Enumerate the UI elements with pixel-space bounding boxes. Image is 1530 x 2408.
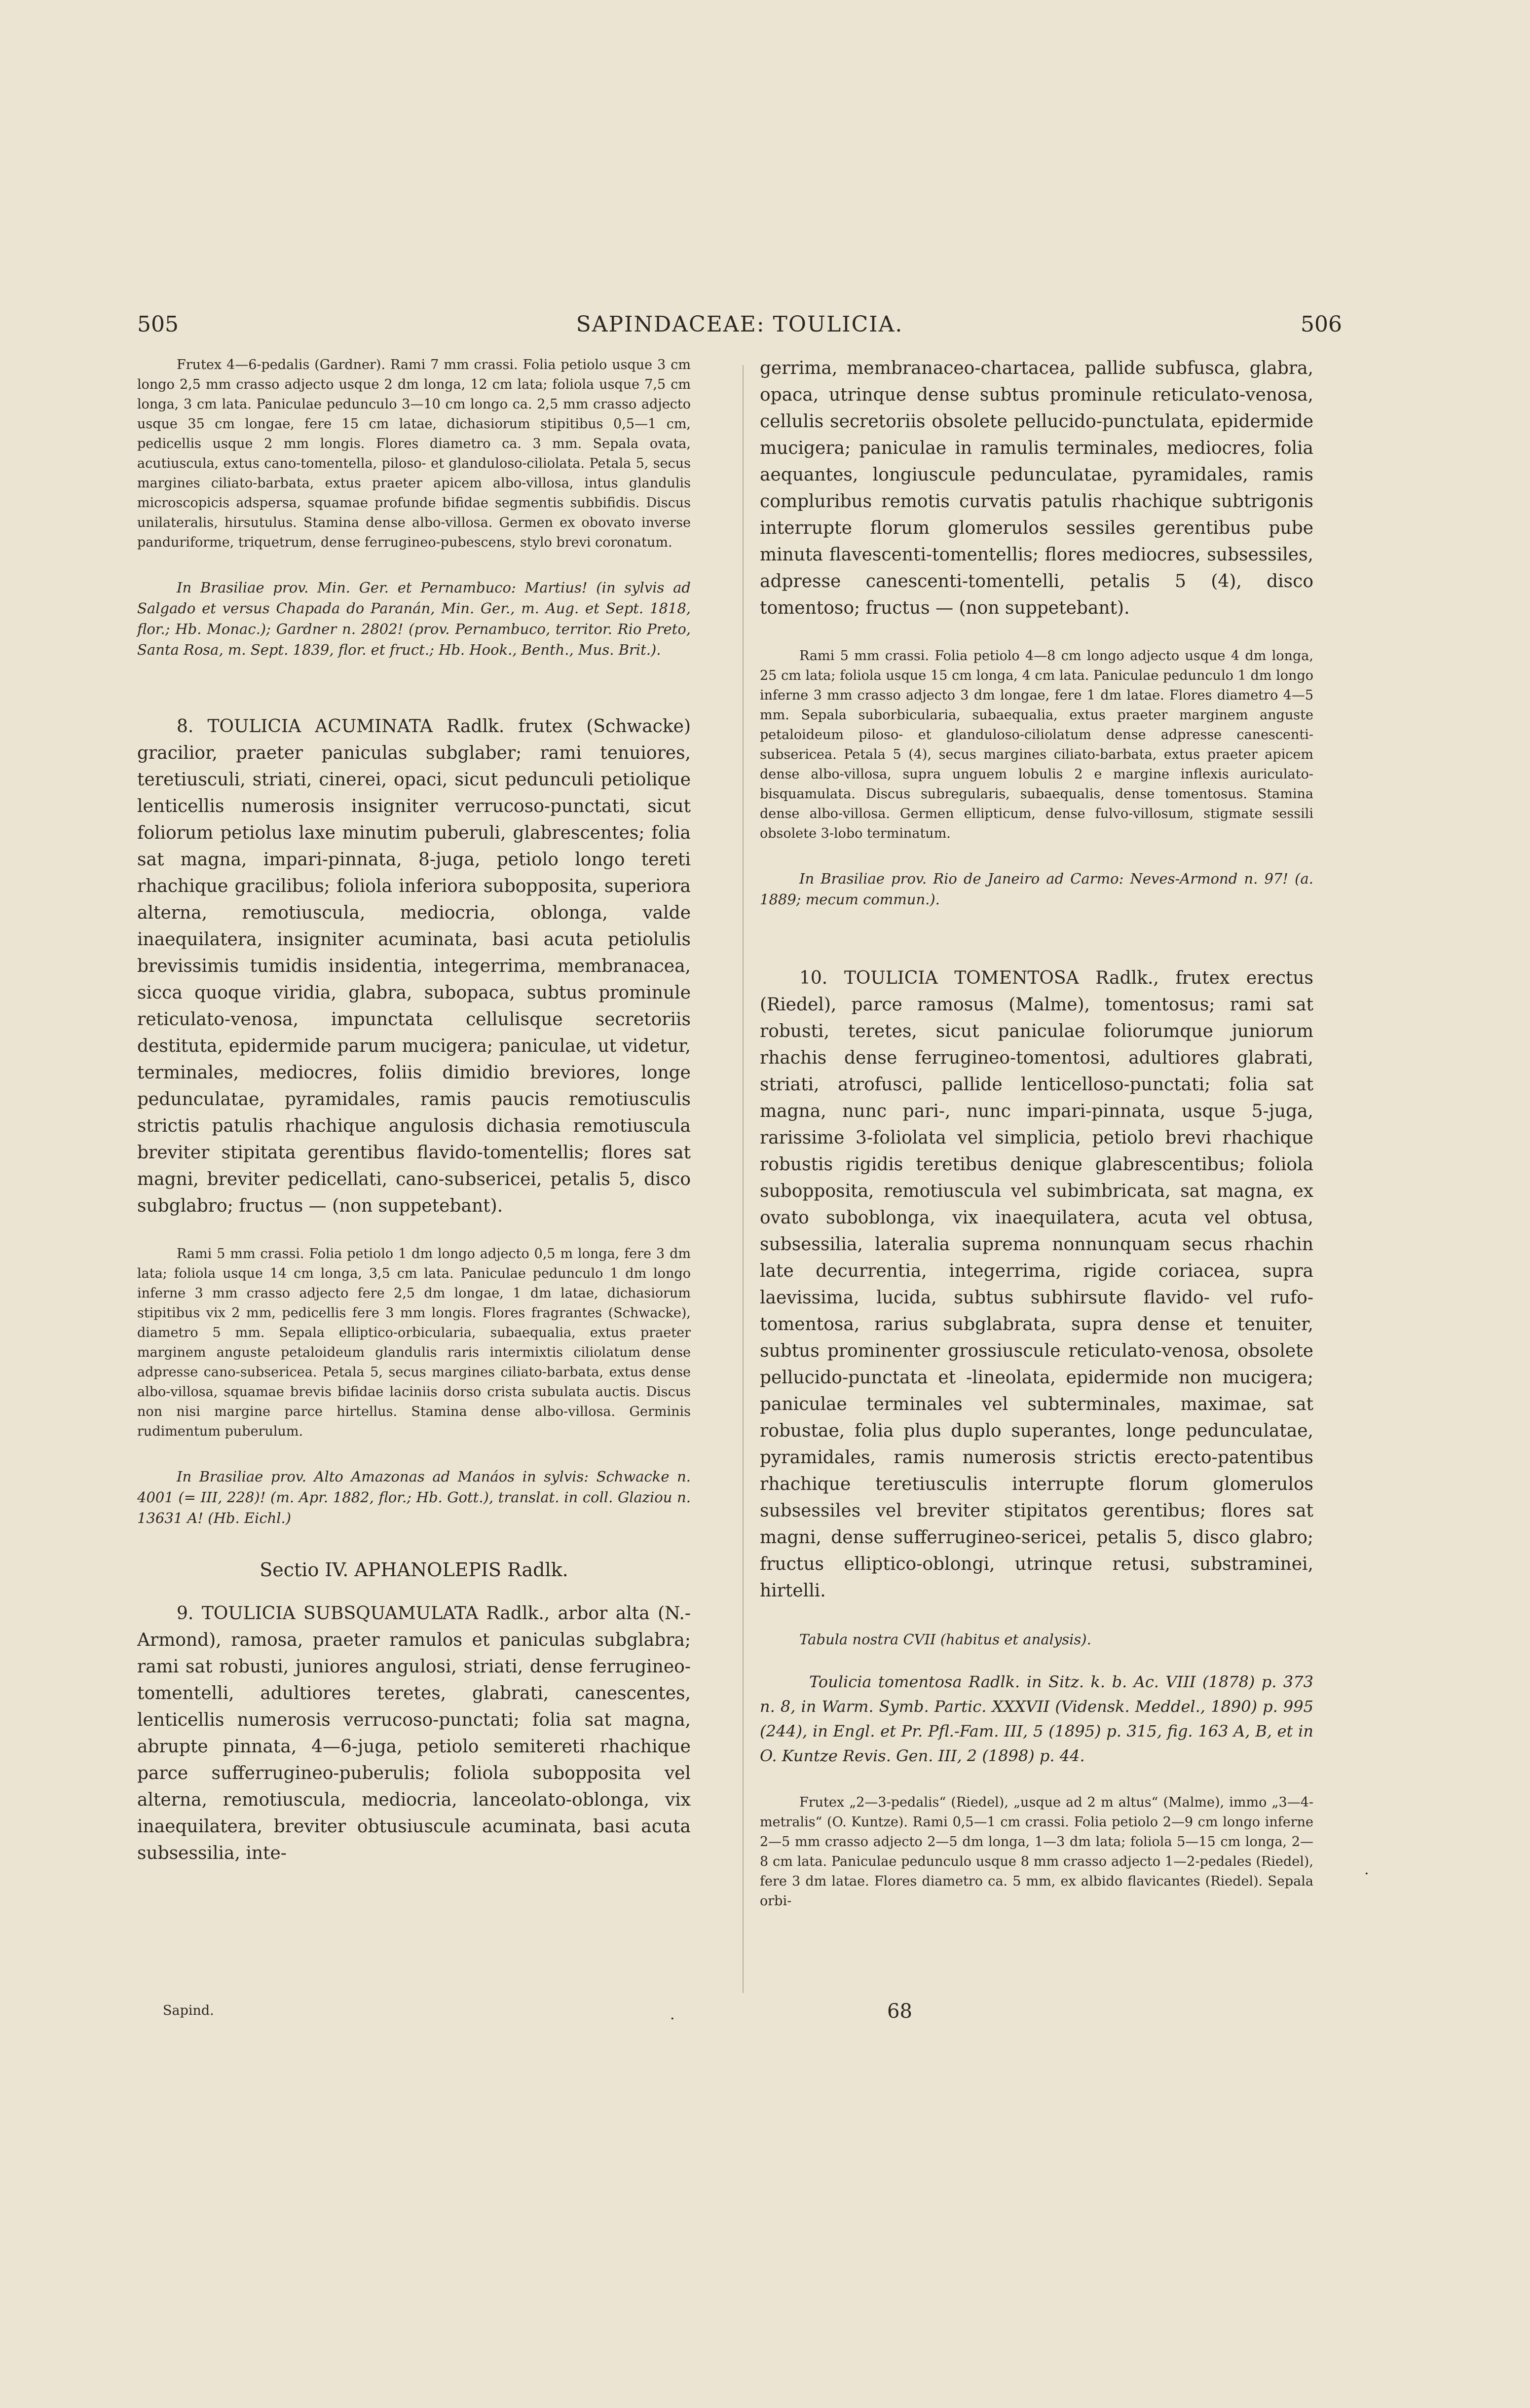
footer-abbreviation: Sapind. <box>163 2003 214 2018</box>
measurements-paragraph: Rami 5 mm crassi. Folia petiolo 1 dm longo adjecto 0,5 m longa, fere 3 dm lata; foliola usque 14 cm longa, 3,5 cm lata. Paniculae pedunculo 1 dm longo inferne 3 mm crasso adjecto fere 2,5 dm longae, 1 dm latae, dichasiorum stipitibus vix 2 mm, pedicellis fere 3 mm longis. Flores fragrantes (Schwacke), diametro 5 mm. Sepala elliptico-orbicularia, subaequalia, extus praeter marginem anguste petaloideum glandulis raris intermixtis ciliolatum dense adpresse cano-subsericea. Petala 5, secus margines ciliato-barbata, extus dense albo-villosa, squamae brevis bifidae laciniis dorso crista subulata auctis. Discus non nisi margine parce hirtellus. Stamina dense albo-villosa. Germinis rudimentum puberulum. <box>137 1246 691 1439</box>
species-description-toulicia-tomentosa: 10. TOULICIA TOMENTOSA Radlk., frutex erectus (Riedel), parce ramosus (Malme), tomentosus; rami sat robusti, teretes, sicut paniculae foliorumque juniorum rhachis dense ferrugineo-tomentosi, adultiores glabrati, striati, atrofusci, pallide lenticelloso-punctati; folia sat magna, nunc pari-, nunc impari-pinnata, usque 5-juga, rarissime 3-foliolata vel simplicia, petiolo brevi rhachique robustis rigidis teretibus denique glabrescentibus; foliola subopposita, remotiuscula vel subimbricata, sat magna, ex ovato suboblonga, vix inaequilatera, acuta vel obtusa, subsessilia, lateralia suprema nonnunquam secus rhachin late decurrentia, integerrima, rigide coriacea, supra laevissima, lucida, subtus subhirsute flavido- vel rufo-tomentosa, rarius subglabrata, supra dense et tenuiter, subtus prominenter grossiuscule reticulato-venosa, obsolete pellucido-punctata et -lineolata, epidermide non mucigera; paniculae terminales vel subterminales, maximae, sat robustae, folia plus duplo superantes, longe pedunculatae, pyramidales, ramis numerosis strictis erecto-patentibus rhachique teretiusculis interrupte florum glomerulos subsessiles vel breviter stipitatos gerentibus; flores sat magni, dense sufferrugineo-sericei, petalis 5, disco glabro; fructus elliptico-oblongi, utrinque retusi, substraminei, hirtelli. <box>760 968 1313 1601</box>
plate-reference: Tabula nostra CVII (habitus et analysis). <box>799 1631 1091 1648</box>
locality-paragraph: In Brasiliae prov. Rio de Janeiro ad Carmo: Neves-Armond n. 97! (a. 1889; mecum commun.). <box>760 870 1313 908</box>
section-heading: Sectio IV. APHANOLEPIS Radlk. <box>260 1559 568 1581</box>
measurements-paragraph: Rami 5 mm crassi. Folia petiolo 4—8 cm longo adjecto usque 4 dm longa, 25 cm lata; foliola usque 15 cm longa, 4 cm lata. Paniculae pedunculo 1 dm longo inferne 3 mm crasso adjecto 3 dm longae, fere 1 dm latae. Flores diametro 4—5 mm. Sepala suborbicularia, subaequalia, extus praeter marginem anguste petaloideum piloso- et glanduloso-ciliolatum dense adpresse canescenti-subsericea. Petala 5 (4), secus margines ciliato-barbata, extus praeter apicem dense albo-villosa, supra unguem lobulis 2 e margine inflexis auriculato-bisquamulata. Discus subregularis, subaequalis, dense tomentosus. Stamina dense albo-villosa. Germen ellipticum, dense fulvo-villosum, stigmate sessili obsolete 3-lobo terminatum. <box>760 648 1313 841</box>
bibliography-paragraph: Toulicia tomentosa Radlk. in Sitz. k. b. Ac. VIII (1878) p. 373 n. 8, in Warm. Symb. Partic. XXXVII (Vidensk. Meddel., 1890) p. 995 (244), in Engl. et Pr. Pfl.-Fam. III, 5 (1895) p. 315, fig. 163 A, B, et in O. Kuntze Revis. Gen. III, 2 (1898) p. 44. <box>760 1672 1313 1765</box>
measurements-paragraph: Frutex „2—3-pedalis“ (Riedel), „usque ad 2 m altus“ (Malme), immo „3—4-metralis“ (O. Kuntze). Rami 0,5—1 cm crassi. Folia petiolo 2—9 cm longo inferne 2—5 mm crasso adjecto 2—5 dm longa, 1—3 dm lata; foliola 5—15 cm longa, 2—8 cm lata. Paniculae pedunculo usque 8 mm crasso adjecto 1—2-pedales (Riedel), fere 3 dm latae. Flores diametro ca. 5 mm, ex albido flavicantes (Riedel). Sepala orbi- <box>760 1795 1313 1909</box>
page-number-right: 506 <box>1301 312 1342 337</box>
column-divider <box>743 365 744 1993</box>
species-description-toulicia-acuminata: 8. TOULICIA ACUMINATA Radlk. frutex (Schwacke) gracilior, praeter paniculas subglaber; rami tenuiores, teretiusculi, striati, cinerei, opaci, sicut pedunculi petiolique lenticellis numerosis insigniter verrucoso-punctati, sicut foliorum petiolus laxe minutim puberuli, glabrescentes; folia sat magna, impari-pinnata, 8-juga, petiolo longo tereti rhachique gracilibus; foliola inferiora subopposita, superiora alterna, remotiuscula, mediocria, oblonga, valde inaequilatera, insigniter acuminata, basi acuta petiolulis brevissimis tumidis insidentia, integerrima, membranacea, sicca quoque viridia, glabra, subopaca, subtus prominule reticulato-venosa, impunctata cellulisque secretoriis destituta, epidermide parum mucigera; paniculae, ut videtur, terminales, mediocres, foliis dimidio breviores, longe pedunculatae, pyramidales, ramis paucis remotiusculis strictis patulis rhachique angulosis dichasia remotiuscula breviter stipitata gerentibus flavido-tomentellis; flores sat magni, breviter pedicellati, cano-subsericei, petalis 5, disco subglabro; fructus — (non suppetebant). <box>137 716 691 1216</box>
species-description-toulicia-subsquamulata: 9. TOULICIA SUBSQUAMULATA Radlk., arbor alta (N.-Armond), ramosa, praeter ramulos et paniculas subglabra; rami sat robusti, juniores angulosi, striati, dense ferrugineo-tomentelli, adultiores teretes, glabrati, canescentes, lenticellis numerosis verrucoso-punctati; folia sat magna, abrupte pinnata, 4—6-juga, petiolo semitereti rhachique parce sufferrugineo-puberulis; foliola subopposita vel alterna, remotiuscula, mediocria, lanceolato-oblonga, vix inaequilatera, breviter obtusiuscule acuminata, basi acuta subsessilia, inte- <box>137 1603 691 1863</box>
margin-dot: . <box>1364 1861 1369 1878</box>
locality-paragraph: In Brasiliae prov. Min. Ger. et Pernambuco: Martius! (in sylvis ad Salgado et versus Chapada do Paranán, Min. Ger., m. Aug. et Sept. 1818, flor.; Hb. Monac.); Gardner n. 2802! (prov. Pernambuco, territor. Rio Preto, Santa Rosa, m. Sept. 1839, flor. et fruct.; Hb. Hook., Benth., Mus. Brit.). <box>137 579 691 658</box>
page-number-left: 505 <box>137 312 179 337</box>
running-title: SAPINDACEAE: TOULICIA. <box>576 312 903 337</box>
description-paragraph: Frutex 4—6-pedalis (Gardner). Rami 7 mm crassi. Folia petiolo usque 3 cm longo 2,5 mm crasso adjecto usque 2 dm longa, 12 cm lata; foliola usque 7,5 cm longa, 3 cm lata. Paniculae pedunculo 3—10 cm longo ca. 2,5 mm crasso adjecto usque 35 cm longae, fere 15 cm latae, dichasiorum stipitibus 0,5—1 cm, pedicellis usque 2 mm longis. Flores diametro ca. 3 mm. Sepala ovata, acutiuscula, extus cano-tomentella, piloso- et glanduloso-ciliolata. Petala 5, secus margines ciliato-barbata, extus praeter apicem albo-villosa, intus glandulis microscopicis adspersa, squamae profunde bifidae segmentis subbifidis. Discus unilateralis, hirsutulus. Stamina dense albo-villosa. Germen ex obovato inverse panduriforme, triquetrum, dense ferrugineo-pubescens, stylo brevi coronatum. <box>137 357 691 550</box>
left-column <box>137 355 691 1867</box>
right-column <box>760 355 1313 1911</box>
signature-mark: 68 <box>887 2000 912 2023</box>
footer-dot: . <box>670 2006 675 2023</box>
locality-paragraph: In Brasiliae prov. Alto Amazonas ad Manáos in sylvis: Schwacke n. 4001 (= III, 228)! (m. Apr. 1882, flor.; Hb. Gott.), translat. in coll. Glaziou n. 13631 A! (Hb. Eichl.) <box>137 1468 691 1526</box>
page-header <box>137 302 1342 341</box>
species-description-continued: gerrima, membranaceo-chartacea, pallide subfusca, glabra, opaca, utrinque dense subtus prominule reticulato-venosa, cellulis secretoriis obsolete pellucido-punctulata, epidermide mucigera; paniculae in ramulis terminales, mediocres, folia aequantes, longiuscule pedunculatae, pyramidales, ramis compluribus remotis curvatis patulis rhachique subtrigonis interrupte florum glomerulos sessiles gerentibus pube minuta flavescenti-tomentellis; flores mediocres, subsessiles, adpresse canescenti-tomentelli, petalis 5 (4), disco tomentoso; fructus — (non suppetebant). <box>760 358 1313 618</box>
